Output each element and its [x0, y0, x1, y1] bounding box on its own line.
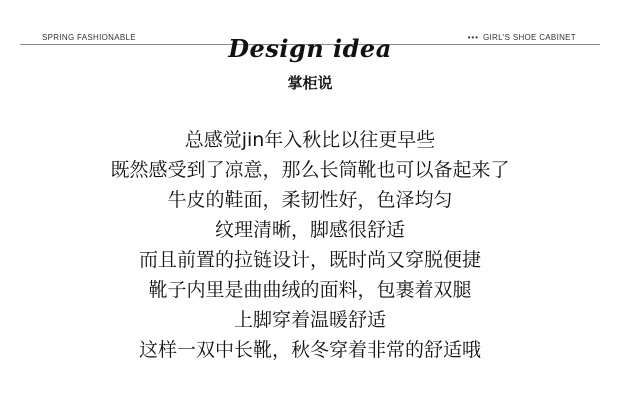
description-line: 这样一双中长靴，秋冬穿着非常的舒适哦: [138, 339, 481, 361]
spring-fashionable-tag: SPRING FASHIONABLE: [42, 33, 142, 42]
description-line: 靴子内里是曲曲绒的面料，包裹着双腿: [148, 279, 472, 301]
description-line: 总感觉jin年入秋比以往更早些: [184, 129, 436, 151]
description-line: 既然感受到了凉意，那么长筒靴也可以备起来了: [110, 159, 510, 181]
description-line: 上脚穿着温暖舒适: [233, 309, 386, 331]
description-line: 牛皮的鞋面，柔韧性好，色泽均匀: [167, 189, 453, 211]
dots-icon: •••: [467, 33, 479, 42]
description-line: 纹理清晰，脚感很舒适: [214, 219, 405, 241]
description-text-block: [0, 125, 620, 365]
girls-shoe-cabinet-label: GIRL'S SHOE CABINET: [482, 33, 576, 42]
page-title: Design idea: [228, 34, 392, 63]
page-subtitle: 掌柜说: [287, 74, 333, 92]
description-line: 而且前置的拉链设计，既时尚又穿脱便捷: [138, 249, 481, 271]
